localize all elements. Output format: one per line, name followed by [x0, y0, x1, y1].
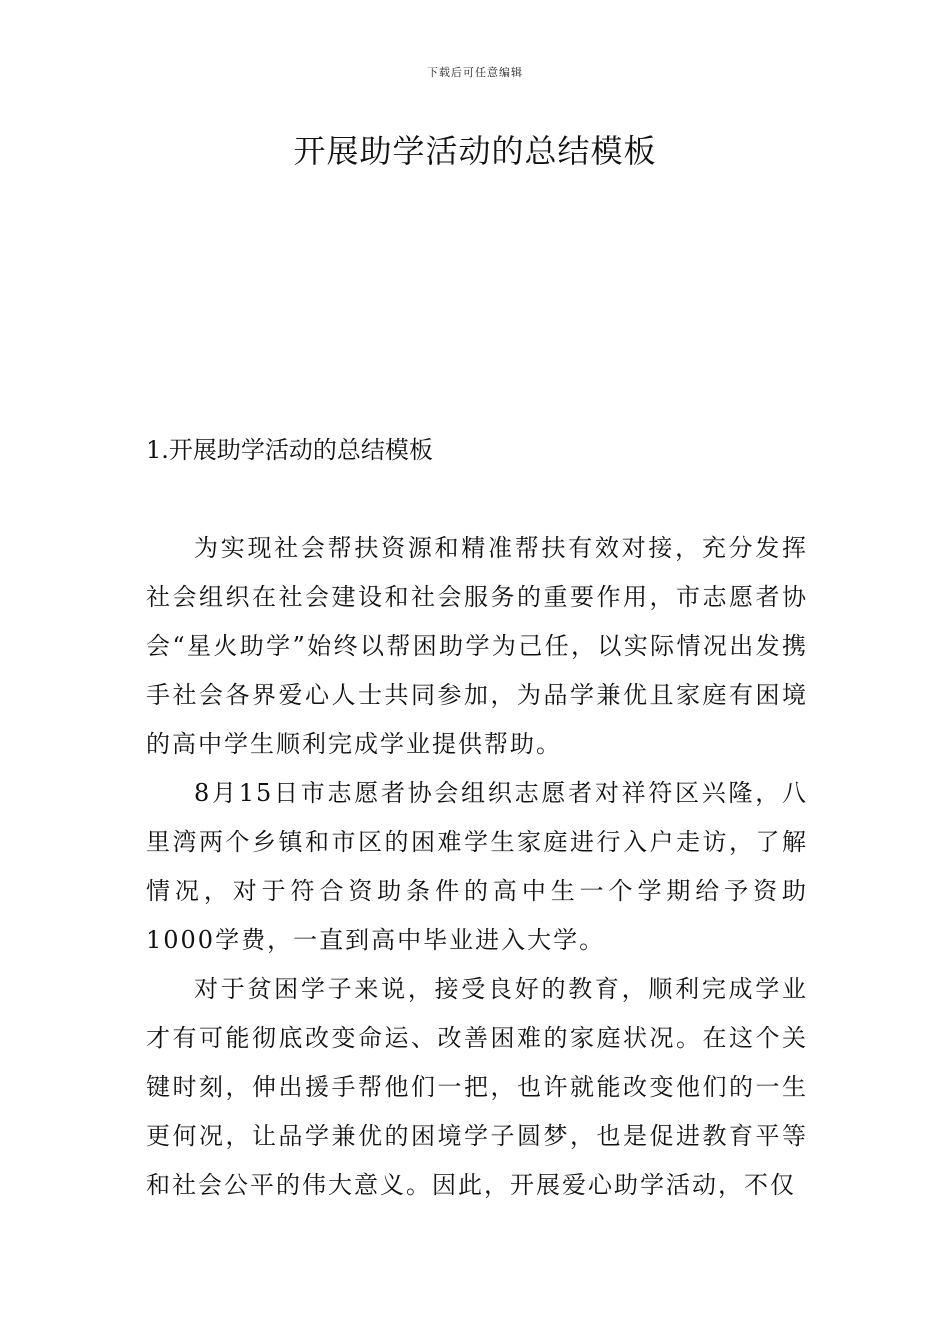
body-paragraph: 对于贫困学子来说，接受良好的教育，顺利完成学业才有可能彻底改变命运、改善困难的家庭状况。在这个关键时刻，伸出援手帮他们一把，也许就能改变他们的一生更何况，让品学兼优的困境学子圆梦，也是促进教育平等和社会公平的伟大意义。因此，开展爱心助学活动，不仅: [146, 975, 808, 1199]
page-header-note: 下载后可任意编辑: [427, 66, 523, 79]
body-paragraph: 8月15日市志愿者协会组织志愿者对祥符区兴隆，八里湾两个乡镇和市区的困难学生家庭进行入户走访，了解情况，对于符合资助条件的高中生一个学期给予资助1000学费，一直到高中毕业进入大学。: [146, 779, 808, 954]
document-body: [146, 524, 808, 1210]
document-title: 开展助学活动的总结模板: [293, 132, 657, 170]
body-paragraph: 为实现社会帮扶资源和精准帮扶有效对接，充分发挥社会组织在社会建设和社会服务的重要作用，市志愿者协会“星火助学”始终以帮困助学为己任，以实际情况出发携手社会各界爱心人士共同参加，为品学兼优且家庭有困境的高中学生顺利完成学业提供帮助。: [146, 534, 808, 758]
section-heading: 1.开展助学活动的总结模板: [146, 436, 433, 464]
